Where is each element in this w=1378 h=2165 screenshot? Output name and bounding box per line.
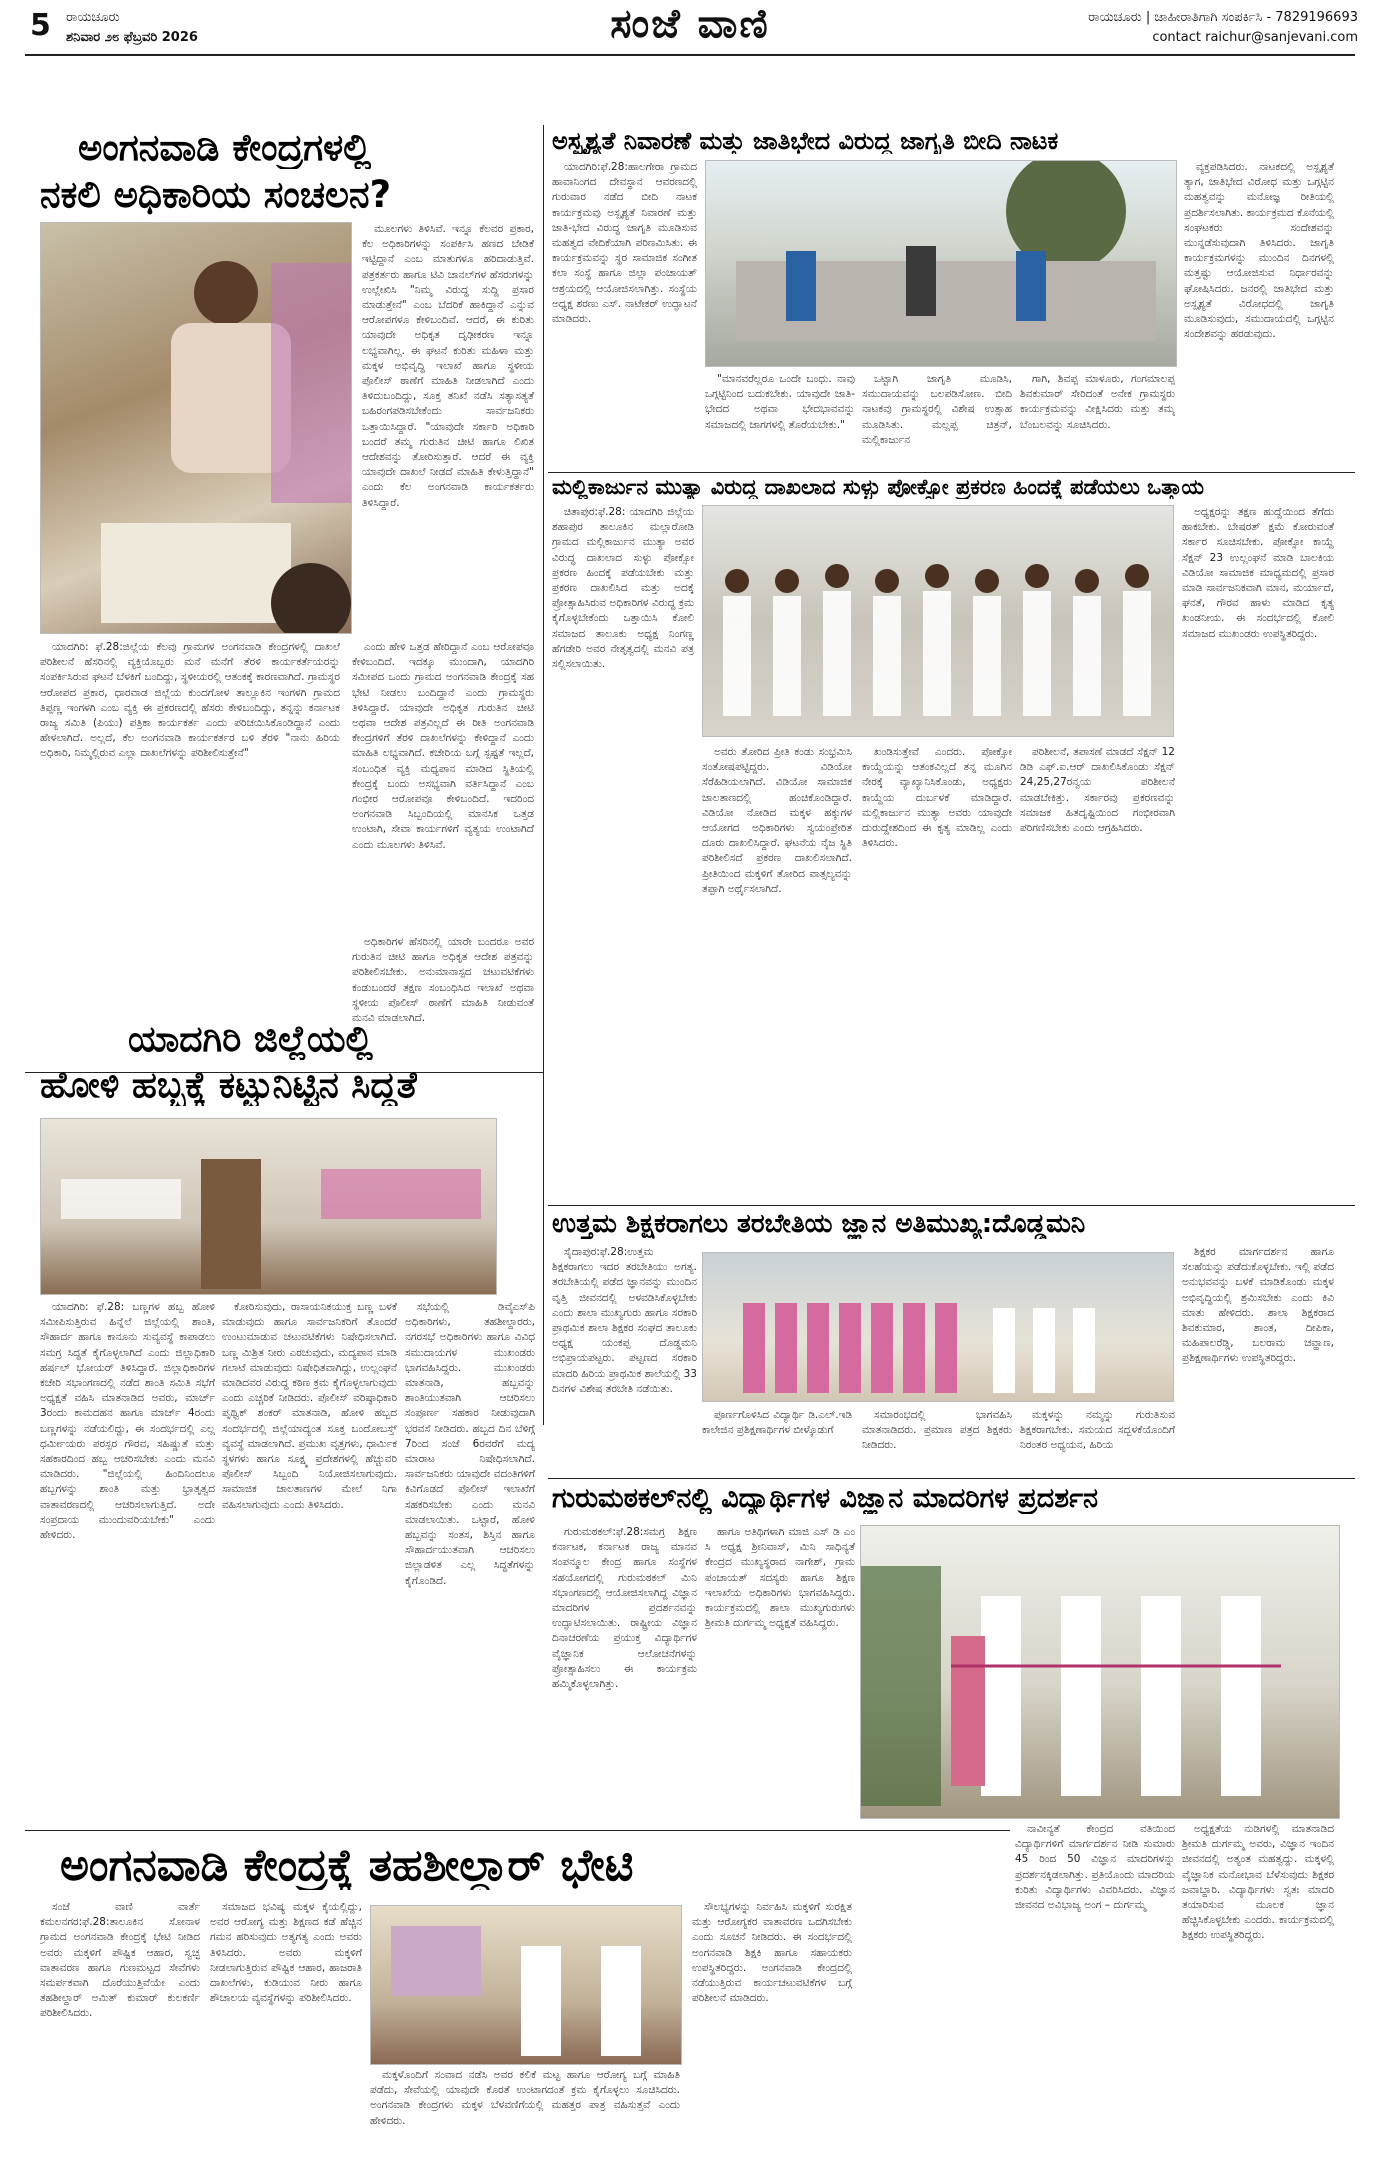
anganwadi-fake-body-cont: [352, 640, 534, 930]
contact-email: contact raichur@sanjevani.com: [1152, 30, 1358, 45]
tahsildar-col-2: [210, 1900, 362, 2140]
teacher-col-1: [552, 1245, 697, 1475]
teacher-text-2: ಪೂರ್ಣಗೊಳಿಸಿದ ವಿದ್ಯಾರ್ಥಿ ಡಿ.ಎಲ್.ಇಡಿ ಕಾಲೇಜಿನ ಪ್ರಶಿಕ್ಷಣಾರ್ಥಿಗಳ ಬೀಳ್ಕೊಡುಗೆ: [702, 1409, 852, 1437]
mallikarjun-photo: [702, 505, 1174, 737]
untouchability-col-4: [1020, 372, 1175, 470]
science-col-4: [1182, 1822, 1334, 2142]
mallikarjun-text-4: ಪರಿಶೀಲನೆ, ತಪಾಸಣೆ ಮಾಡದೆ ಸೆಕ್ಷನ್ 12 ಡಿಡಿ ಎಫ್.ಐ.ಆರ್ ದಾಖಲಿಸಿಕೊಂಡು ಸೆಕ್ಷನ್ 24,25,27ರನ್ವಯ ಪರಿಶೀಲನೆ ಮಾಡಬೇಕಿತ್ತು. ಸರ್ಕಾರವು ಪ್ರಕರಣವನ್ನು ಸಮಾಜಕ ಹಿತದೃಷ್ಟಿಯಿಂದ ಗಂಭೀರವಾಗಿ ಪರಿಗಣಿಸಬೇಕು ಎಂದು ಆಗ್ರಹಿಸಿದರು.: [1020, 746, 1175, 835]
photo-people-illustration: [41, 223, 351, 633]
tahsildar-top-rule: [25, 1830, 1010, 1831]
mallikarjun-headline: ಮಲ್ಲಿಕಾರ್ಜುನ ಮುತ್ಯಾ ವಿರುದ್ಧ ದಾಖಲಾದ ಸುಳ್ಳು ಪೋಕ್ಸೋ ಪ್ರಕರಣ ಹಿಂದಕ್ಕೆ ಪಡೆಯಲು ಒತ್ತಾಯ: [552, 476, 1205, 499]
untouchability-col-1: [552, 160, 697, 470]
ad-contact: ರಾಯಚೂರು | ಜಾಹೀರಾತಿಗಾಗಿ ಸಂಪರ್ಕಿಸಿ - 7829196693: [1088, 10, 1358, 25]
tahsildar-headline: ಅಂಗನವಾಡಿ ಕೇಂದ್ರಕ್ಕೆ ತಹಶೀಲ್ದಾರ್ ಭೇಟಿ: [60, 1842, 634, 1891]
masthead: [560, 0, 820, 47]
science-col-2: [705, 1525, 855, 1825]
mallikarjun-text-1: ಚಿತಾಪುರ:ಫೆ.28: ಯಾದಗಿರಿ ಜಿಲ್ಲೆಯ ಶಹಾಪುರ ತಾಲೂಕಿನ ಮಲ್ಲಾರೋಡಿ ಗ್ರಾಮದ ಮಲ್ಲಿಕಾರ್ಜುನ ಮುತ್ಯಾ ಅವರ ವಿರುದ್ಧ ದಾಖಲಾದ ಸುಳ್ಳು ಪೋಕ್ಸೋ ಪ್ರಕರಣ ಹಿಂದಕ್ಕೆ ಪಡೆಯಬೇಕು ಮತ್ತು ಪ್ರಕರಣ ದಾಖಲಿಸಿದ ಮತ್ತು ಅದಕ್ಕೆ ಪ್ರೋತ್ಸಾಹಿಸಿರುವ ಅಧಿಕಾರಿಗಳ ವಿರುದ್ಧ ಕ್ರಮ ಕೈಗೊಳ್ಳಬೇಕೆಂದು ಒತ್ತಾಯಿಸಿ ಕೋಲಿ ಸಮಾಜದ ತಾಲೂಕು ಅಧ್ಯಕ್ಷ ನಿಂಗಣ್ಣ ಹೆಗಡೇರಿ ಅವರ ನೇತೃತ್ವದಲ್ಲಿ ಮನವಿ ಪತ್ರ ಸಲ್ಲಿಸಲಾಯಿತು.: [552, 506, 694, 671]
untouchability-text-2: "ಮಾನವರೆಲ್ಲರೂ ಒಂದೇ ಬಂಧು. ನಾವು ಒಗ್ಗಟ್ಟಿನಿಂದ ಬದುಕಬೇಕು. ಯಾವುದೇ ಜಾತಿ-ಭೇದದ ಅಥವಾ ಭೇದಭಾವವನ್ನು ಸಮಾಜದಲ್ಲಿ ಜಾಗಗಳಲ್ಲಿ ತೊರೆಯಬೇಕು.": [705, 373, 855, 431]
untouchability-text-1: ಯಾದಗಿರಿ:ಫೆ.28:ಹಾಲಗೇರಾ ಗ್ರಾಮದ ಹಾವಾನಿಂಗದ ದೇವಸ್ಥಾನ ಆವರಣದಲ್ಲಿ ಗುರುವಾರ ನಡೆದ ಬೀದಿ ನಾಟಕ ಕಾರ್ಯಕ್ರಮವು ಅಸ್ಪೃಶ್ಯತೆ ನಿವಾರಣೆ ಮತ್ತು ಜಾತಿ-ಭೇದ ವಿರುದ್ಧ ಜಾಗೃತಿ ಮೂಡಿಸುವ ಮಹತ್ವದ ವೇದಿಕೆಯಾಗಿ ಪರಿಣಮಿಸಿತು. ಈ ಕಾರ್ಯಕ್ರಮವನ್ನು ಸ್ಥರ ಸಾಮಾಜಿಕ ಸಂಗೀತ ಕಲಾ ಸಂಸ್ಥೆ ಹಾಗೂ ಜಿಲ್ಲಾ ಪಂಚಾಯತ್ ಆಶ್ರಯದಲ್ಲಿ ಆಯೋಜಿಸಲಾಗಿತ್ತು. ಸಂಸ್ಥೆಯ ಅಧ್ಯಕ್ಷ ಶರಣು ಎಸ್. ನಾಟೇಕರ್ ಉದ್ಘಾಟನೆ ಮಾಡಿದರು.: [552, 161, 697, 326]
teacher-col-3: [862, 1408, 1012, 1476]
science-top-rule: [548, 1478, 1355, 1479]
holi-meeting-photo: [40, 1118, 497, 1295]
science-text-2: ಹಾಗೂ ಅತಿಥಿಗಳಾಗಿ ಮಾಜಿ ಎಸ್ ಡಿ ಎಂ ಸಿ ಅಧ್ಯಕ್ಷ ಶ್ರೀನಿವಾಸ್, ಮಿನಿ ಸಾಧಿನ್ಯತೆ ಕೇಂದ್ರದ ಮುಖ್ಯಸ್ಥರಾದ ನಾಗೇಶ್, ಗ್ರಾಮ ಪಂಚಾಯತ್ ಸದಸ್ಯರು ಹಾಗೂ ಶಿಕ್ಷಣ ಇಲಾಖೆಯ ಅಧಿಕಾರಿಗಳು ಭಾಗವಹಿಸಿದ್ದರು. ಕಾರ್ಯಕ್ರಮದಲ್ಲಿ ಶಾಲಾ ಮುಖ್ಯಗುರುಗಳು ಶ್ರೀಮತಿ ದುರ್ಗಮ್ಮ ಅಧ್ಯಕ್ಷತೆ ವಹಿಸಿದ್ದರು.: [705, 1526, 855, 1630]
teacher-text-5: ಶಿಕ್ಷಕರ ಮಾರ್ಗದರ್ಶನ ಹಾಗೂ ಸಲಹೆಯನ್ನು ಪಡೆದುಕೊಳ್ಳಬೇಕು. ಇಲ್ಲಿ ಪಡೆದ ಅನುಭವವನ್ನು ಬಳಕೆ ಮಾಡಿಕೊಂಡು ಮಕ್ಕಳ ಅಭಿವೃದ್ಧಿಯಲ್ಲಿ ಶ್ರಮಿಸಬೇಕು ಎಂದು ಕಿವಿ ಮಾತು ಹೇಳಿದರು. ಶಾಲಾ ಶಿಕ್ಷಕರಾದ ಶಿವಕುಮಾರ, ಶಾಂತ, ದೀಪಿಕಾ, ಮಹಿಪಾಲರೆಡ್ಡಿ, ಬಲರಾಮ ಚವ್ಹಾಣ, ಪ್ರಶಿಕ್ಷಣಾರ್ಥಿಗಳು ಉಪಸ್ಥಿತರಿದ್ದರು.: [1182, 1246, 1334, 1365]
science-col-1: [552, 1525, 697, 1825]
tahsildar-photo: [370, 1905, 682, 2065]
holi-text-3: ಸಭೆಯಲ್ಲಿ ಡಿವೈಎಸ್‌ಪಿ ಅಧಿಕಾರಿಗಳು, ತಹಶೀಲ್ದಾರರು, ನಗರಸಭೆ ಅಧಿಕಾರಿಗಳು ಹಾಗೂ ವಿವಿಧ ಸಮುದಾಯಗಳ ಮುಖಂಡರು ಭಾಗವಹಿಸಿದ್ದರು. ಮುಖಂಡರು ಮಾತನಾಡಿ, ಹಬ್ಬವನ್ನು ಶಾಂತಿಯುತವಾಗಿ ಆಚರಿಸಲು ಸಂಪೂರ್ಣ ಸಹಕಾರ ನೀಡುವುದಾಗಿ ಭರವಸೆ ನೀಡಿದರು. ಹಬ್ಬದ ದಿನ ಬೆಳಿಗ್ಗೆ 7ರಿಂದ ಸಂಜೆ 6ರವರೆಗೆ ಮದ್ಯ ಮಾರಾಟ ನಿಷೇಧಿಸಲಾಗಿದೆ. ಸಾರ್ವಜನಿಕರು ಯಾವುದೇ ವದಂತಿಗಳಿಗೆ ಕಿವಿಗೊಡದೆ ಪೊಲೀಸ್ ಇಲಾಖೆಗೆ ಸಹಕರಿಸಬೇಕು ಎಂದು ಮನವಿ ಮಾಡಲಾಯಿತು. ಒಟ್ಟಾರೆ, ಹೋಳಿ ಹಬ್ಬವನ್ನು ಸಂತಸ, ಶಿಸ್ತಿನ ಹಾಗೂ ಸೌಹಾರ್ದಯುತವಾಗಿ ಆಚರಿಸಲು ಜಿಲ್ಲಾಡಳಿತ ಎಲ್ಲ ಸಿದ್ಧತೆಗಳನ್ನು ಕೈಗೊಂಡಿದೆ.: [405, 1301, 535, 1587]
mallikarjun-col-3: [862, 745, 1012, 1235]
anganwadi-fake-text-3: ಎಂದು ಹೇಳಿ ಒತ್ತಡ ಹೇರಿದ್ದಾನೆ ಎಂಬ ಆರೋಪವೂ ಕೇಳಿಬಂದಿದೆ. ಇದಕ್ಕೂ ಮುಂದಾಗಿ, ಯಾದಗಿರಿ ಸಮೀಪದ ಒಂದು ಗ್ರಾಮದ ಅಂಗನವಾಡಿ ಕೇಂದ್ರಕ್ಕೆ ಸಹ ಭೇಟಿ ನೀಡಲು ಬಂದಿದ್ದಾನೆ ಎಂದು ಗ್ರಾಮಸ್ಥರು ತಿಳಿಸಿದ್ದಾರೆ. ಯಾವುದೇ ಅಧಿಕೃತ ಗುರುತಿನ ಚೀಟಿ ಅಥವಾ ಆದೇಶ ಪತ್ರವಿಲ್ಲದೆ ಈ ರೀತಿ ಅಂಗನವಾಡಿ ಕೇಂದ್ರಗಳಿಗೆ ತೆರಳಿ ದಾಖಲೆಗಳನ್ನು ಕೇಳಿದ್ದಾನೆ ಎಂದು ಮಾಹಿತಿ ಲಭ್ಯವಾಗಿದೆ. ಕಚೇರಿಯ ಬಗ್ಗೆ ಸ್ಪಷ್ಟತೆ ಇಲ್ಲದೆ, ಸಂಬಂಧಿತ ವ್ಯಕ್ತಿ ಮಧ್ಯಪಾನ ಮಾಡಿದ ಸ್ಥಿತಿಯಲ್ಲಿ ಕೇಂದ್ರಕ್ಕೆ ಬಂದು ಅಸಭ್ಯವಾಗಿ ವರ್ತಿಸಿದ್ದಾನೆ ಎಂಬ ಗಂಭೀರ ಆರೋಪವೂ ಕೇಳಿಬಂದಿದೆ. ಇದರಿಂದ ಅಂಗನವಾಡಿ ಸಿಬ್ಬಂದಿಯಲ್ಲಿ ಮಾನಸಿಕ ಒತ್ತಡ ಉಂಟಾಗಿ, ಸೇವಾ ಕಾರ್ಯಗಳಿಗೆ ವ್ಯತ್ಯಯ ಉಂಟಾಗಿದೆ ಎಂದು ಮೂಲಗಳು ತಿಳಿಸಿವೆ.: [352, 641, 534, 851]
page-number: 5: [30, 8, 51, 43]
anganwadi-fake-photo: [40, 222, 352, 634]
holi-col-2: [222, 1300, 397, 1825]
mallikarjun-col-4: [1020, 745, 1175, 1235]
holi-headline-1: ಯಾದಗಿರಿ ಜಿಲ್ಲೆಯಲ್ಲಿ: [128, 1020, 373, 1060]
untouchability-text-3: ಒಟ್ಟಾಗಿ ಜಾಗೃತಿ ಮೂಡಿಸಿ, ಸಮುದಾಯವನ್ನು ಬಲಪಡಿಸೋಣ. ಬೀದಿ ನಾಟಕವು ಗ್ರಾಮಸ್ಥರಲ್ಲಿ ವಿಶೇಷ ಉತ್ಸಾಹ ಮೂಡಿಸಿತು. ಮಲ್ಲಪ್ಪ ಚಿತ್ರನ್, ಮಲ್ಲಿಕಾರ್ಜುನ: [862, 373, 1012, 446]
holi-headline-2: ಹೋಳಿ ಹಬ್ಬಕ್ಕೆ ಕಟ್ಟುನಿಟ್ಟಿನ ಸಿದ್ಧತೆ: [40, 1066, 418, 1106]
anganwadi-fake-body-left: [40, 640, 340, 1065]
teacher-text-1: ಸೈದಾಪುರ:ಫೆ.28:ಉತ್ತಮ ಶಿಕ್ಷಕರಾಗಲು ಇದರ ತರಬೇತಿಯು ಅಗತ್ಯ. ತರಬೇತಿಯಲ್ಲಿ ಪಡೆದ ಜ್ಞಾನವನ್ನು ಮುಂದಿನ ವೃತ್ತಿ ಜೀವನದಲ್ಲಿ ಅಳವಡಿಸಿಕೊಳ್ಳಬೇಕು ಎಂದು ಶಾಲಾ ಮುಖ್ಯಗುರು ಹಾಗೂ ಸರಕಾರಿ ಪ್ರಾಥಮಿಕ ಶಾಲಾ ಶಿಕ್ಷಕರ ಸಂಘದ ತಾಲೂಕು ಅಧ್ಯಕ್ಷ ಯಂಕಪ್ಪ ದೊಡ್ಡಮನಿ ಅಭಿಪ್ರಾಯಪಟ್ಟರು. ಪಟ್ಟಣದ ಸರಕಾರಿ ಮಾದರಿ ಹಿರಿಯ ಪ್ರಾಥಮಿಕ ಶಾಲೆಯಲ್ಲಿ 33 ದಿನಗಳ ವಿಶೇಷ ತರಬೇತಿ ನಡೆಯಿತು.: [552, 1246, 697, 1395]
untouchability-col-3: [862, 372, 1012, 470]
anganwadi-fake-body-cont2: [352, 935, 534, 1065]
anganwadi-fake-body-right: [362, 222, 534, 632]
header-rule: [25, 54, 1355, 56]
teacher-text-3: ಸಮಾರಂಭದಲ್ಲಿ ಭಾಗವಹಿಸಿ ಮಾತನಾಡಿದರು. ಪ್ರಮಾಣ ಪತ್ರದ ಶಿಕ್ಷಕರು ನೀಡಿದರು.: [862, 1409, 1012, 1452]
teacher-top-rule: [548, 1205, 1355, 1206]
tahsildar-col-3: [692, 1900, 852, 2140]
ribbon-cutting-illustration: [861, 1526, 1339, 1818]
anganwadi-fake-text-2: ಯಾದಗಿರಿ: ಫೆ.28:ಜಿಲ್ಲೆಯ ಕೆಲವು ಗ್ರಾಮಗಳ ಅಂಗನವಾಡಿ ಕೇಂದ್ರಗಳಲ್ಲಿ ದಾಖಲೆ ಪರಿಶೀಲನೆ ಹೆಸರಿನಲ್ಲಿ ವ್ಯಕ್ತಿಯೊಬ್ಬರು ಮನೆ ಮನೆಗೆ ತೆರಳಿ ಕಾರ್ಯಕರ್ತೆಯರನ್ನು ಸಂಪರ್ಕಿಸಿರುವ ಘಟನೆ ಬೆಳಕಿಗೆ ಬಂದಿದ್ದು, ಸ್ಥಳೀಯರಲ್ಲಿ ಆತಂಕಕ್ಕೆ ಕಾರಣವಾಗಿದೆ. ಗ್ರಾಮಸ್ಥರ ಆರೋಪದ ಪ್ರಕಾರ, ಧಾರವಾಡ ಜಿಲ್ಲೆಯ ಕುಂದಗೋಳ ತಾಲ್ಲೂಕಿನ ಇಂಗಳಗಿ ಗ್ರಾಮದ ತಿಪ್ಪಣ್ಣ ಇಂಗಳಗಿ ಎಂಬ ವ್ಯಕ್ತಿ ಈ ಪ್ರಕರಣದಲ್ಲಿ ಹೆಸರು ಕೇಳಿಬಂದಿದ್ದು, ತನ್ನನ್ನು ಕರ್ನಾಟಕ ರಾಜ್ಯ ಸಮಿತಿ (ಪಿಯು) ಪತ್ರಿಕಾ ಕಾರ್ಯಕರ್ತ ಎಂದು ಪರಿಚಯಿಸಿಕೊಂಡಿದ್ದಾನೆ ಎಂದು ಹೇಳಲಾಗಿದೆ. ಅಲ್ಲದೆ, ಕೆಲ ಅಂಗನವಾಡಿ ಕಾರ್ಯಕರ್ತರ ಬಳಿ ತೆರಳಿ "ನಾನು ಹಿರಿಯ ಅಧಿಕಾರಿ, ನಿಮ್ಮಲ್ಲಿರುವ ಎಲ್ಲಾ ದಾಖಲೆಗಳನ್ನು ಪರಿಶೀಲಿಸುತ್ತೇನೆ": [40, 641, 340, 760]
holi-col-3: [405, 1300, 535, 1825]
mallikarjun-text-3: ಖಂಡಿಸುತ್ತೇವೆ ಎಂದರು. ಪೋಕ್ಸೋ ಕಾಯ್ದೆಯನ್ನು ಆತಂಕವಿಲ್ಲದೆ ತನ್ನ ಮೂಗಿನ ನೇರಕ್ಕೆ ವ್ಯಾಖ್ಯಾನಿಸಿಕೊಂಡು, ಅಧ್ಯಕ್ಷರು ಕಾಯ್ದೆಯ ದುರ್ಬಳಕೆ ಮಾಡಿದ್ದಾರೆ. ಮಲ್ಲಿಕಾರ್ಜುನ ಮುತ್ಯಾ ಅವರು ಯಾವುದೇ ದುರುದ್ದೇಶದಿಂದ ಈ ಕೃತ್ಯ ಮಾಡಿಲ್ಲ ಎಂದು ತಿಳಿಸಿದರು.: [862, 746, 1012, 850]
untouchability-text-5: ವ್ಯಕ್ತಪಡಿಸಿದರು. ನಾಟಕದಲ್ಲಿ ಅಸ್ಪೃಶ್ಯತೆ ತ್ಯಾಗ, ಜಾತಿಭೇದ ವಿರೋಧ ಮತ್ತು ಒಗ್ಗಟ್ಟಿನ ಮಹತ್ವವನ್ನು ಮನೋಜ್ಞ ರೀತಿಯಲ್ಲಿ ಪ್ರದರ್ಶಿಸಲಾಗಿತು. ಕಾರ್ಯಕ್ರಮದ ಕೊನೆಯಲ್ಲಿ ಸಂಘಟಕರು ಸಂದೇಶವನ್ನು ಮುನ್ನಡೆಸುವುದಾಗಿ ತಿಳಿಸಿದರು. ಜಾಗೃತಿ ಕಾರ್ಯಕ್ರಮಗಳನ್ನು ಮುಂದಿನ ದಿನಗಳಲ್ಲಿ ಮತ್ತಷ್ಟು ಆಯೋಜಿಸುವ ನಿರ್ಧಾರವನ್ನು ಘೋಷಿಸಿದರು. ಜನರಲ್ಲಿ ಜಾತಿಭೇದ ಮತ್ತು ಅಸ್ಪೃಶ್ಯತೆ ವಿರೋಧದಲ್ಲಿ ಜಾಗೃತಿ ಮೂಡಿಸುವುದು, ಸಮುದಾಯದಲ್ಲಿ ಒಗ್ಗಟ್ಟಿನ ಸಂದೇಶವನ್ನು ಹರಡುವುದು.: [1184, 161, 1334, 341]
group-illustration: [703, 506, 1173, 736]
untouchability-headline: ಅಸ್ಪೃಶ್ಯತೆ ನಿವಾರಣೆ ಮತ್ತು ಜಾತಿಭೇದ ವಿರುದ್ಧ ಜಾಗೃತಿ ಬೀದಿ ನಾಟಕ: [552, 128, 1059, 155]
teacher-headline: ಉತ್ತಮ ಶಿಕ್ಷಕರಾಗಲು ತರಬೇತಿಯ ಜ್ಞಾನ ಅತಿಮುಖ್ಯ:ದೊಡ್ಡಮನಿ: [552, 1210, 1086, 1239]
district-label: ರಾಯಚೂರು: [66, 10, 120, 25]
untouchability-col-5: [1184, 160, 1334, 470]
science-text-4: ಅಧ್ಯಕ್ಷತೆಯ ನುಡಿಗಳಲ್ಲಿ ಮಾತನಾಡಿದ ಶ್ರೀಮತಿ ದುರ್ಗಮ್ಮ ಅವರು, ವಿಜ್ಞಾನ ಇಂದಿನ ಜೀವನದಲ್ಲಿ ಅತ್ಯಂತ ಮಹತ್ವದ್ದು. ಮಕ್ಕಳಲ್ಲಿ ವೈಜ್ಞಾನಿಕ ಮನೋಭಾವ ಬೆಳೆಸುವುದು ಶಿಕ್ಷಕರ ಜವಾಬ್ದಾರಿ. ವಿದ್ಯಾರ್ಥಿಗಳು ಸ್ವತಃ ಮಾದರಿ ತಯಾರಿಸುವ ಮೂಲಕ ಜ್ಞಾನ ಹೆಚ್ಚಿಸಿಕೊಳ್ಳಬೇಕು ಎಂದರು. ಕಾರ್ಯಕ್ರಮದಲ್ಲಿ ಶಿಕ್ಷಕರು ಉಪಸ್ಥಿತರಿದ್ದರು.: [1182, 1823, 1334, 1942]
science-col-3: [1015, 1822, 1175, 1992]
tahsildar-text-3: ಸೌಲಭ್ಯಗಳನ್ನು ನಿರ್ವಹಿಸಿ ಮಕ್ಕಳಿಗೆ ಸುರಕ್ಷಿತ ಮತ್ತು ಆರೋಗ್ಯಕರ ವಾತಾವರಣ ಒದಗಿಸಬೇಕು ಎಂದು ಸೂಚನೆ ನೀಡಿದರು. ಈ ಸಂದರ್ಭದಲ್ಲಿ ಅಂಗನವಾಡಿ ಶಿಕ್ಷಕಿ ಹಾಗೂ ಸಹಾಯಕರು ಉಪಸ್ಥಿತರಿದ್ದರು. ಅಂಗನವಾಡಿ ಕೇಂದ್ರದಲ್ಲಿ ನಡೆಯುತ್ತಿರುವ ಕಾರ್ಯಚಟುವಟಿಕೆಗಳ ಬಗ್ಗೆ ಪರಿಶೀಲನೆ ಮಾಡಿದರು.: [692, 1901, 852, 2005]
issue-date: ಶನಿವಾರ ೨೮ ಫೆಬ್ರವರಿ 2026: [66, 30, 198, 45]
teacher-col-2: [702, 1408, 852, 1476]
anganwadi-visit-illustration: [371, 1906, 681, 2064]
science-text-3: ನಾವೀನ್ಯತೆ ಕೇಂದ್ರದ ವತಿಯಿಂದ ವಿದ್ಯಾರ್ಥಿಗಳಿಗೆ ಮಾರ್ಗದರ್ಶನ ನೀಡಿ ಸುಮಾರು 45 ರಿಂದ 50 ವಿಜ್ಞಾನ ಮಾದರಿಗಳನ್ನು ಪ್ರದರ್ಶನಕ್ಕಿಡಲಾಗಿತ್ತು. ಪ್ರತಿಯೊಂದು ಮಾದರಿಯ ಕುರಿತು ವಿದ್ಯಾರ್ಥಿಗಳು ವಿವರಿಸಿದರು. ವಿಜ್ಞಾನ ಜೀವನದ ಅವಿಭಾಜ್ಯ ಅಂಗ – ದುರ್ಗಮ್ಮ: [1015, 1823, 1175, 1912]
science-photo: [860, 1525, 1340, 1819]
holi-col-1: [40, 1300, 215, 1825]
science-text-1: ಗುರುಮಠಕಲ್:ಫೆ.28:ಸಮಗ್ರ ಶಿಕ್ಷಣ ಕರ್ನಾಟಕ, ಕರ್ನಾಟಕ ರಾಜ್ಯ ಮಾನವ ಸಂಪನ್ಮೂಲ ಕೇಂದ್ರ ಹಾಗೂ ಸಂಸ್ಥೆಗಳ ಸಹಯೋಗದಲ್ಲಿ ಗುರುಮಠಕಲ್ ಮಿನಿ ಸಭಾಂಗಣದಲ್ಲಿ ಆಯೋಜಿಸಲಾಗಿದ್ದ ವಿಜ್ಞಾನ ಮಾದರಿಗಳ ಪ್ರದರ್ಶನವನ್ನು ಉದ್ಘಾಟಿಸಲಾಯಿತು. ರಾಷ್ಟ್ರೀಯ ವಿಜ್ಞಾನ ದಿನಾಚರಣೆಯ ಪ್ರಯುಕ್ತ ವಿದ್ಯಾರ್ಥಿಗಳ ವೈಜ್ಞಾನಿಕ ಆಲೋಚನೆಗಳನ್ನು ಪ್ರೋತ್ಸಾಹಿಸಲು ಈ ಕಾರ್ಯಕ್ರಮ ಹಮ್ಮಿಕೊಳ್ಳಲಾಗಿತ್ತು.: [552, 1526, 697, 1691]
untouchability-col-2: [705, 372, 855, 470]
tahsildar-col-1: [40, 1900, 200, 2140]
untouchability-photo: [705, 160, 1177, 367]
meeting-table-illustration: [41, 1119, 496, 1294]
anganwadi-fake-headline-1: ಅಂಗನವಾಡಿ ಕೇಂದ್ರಗಳಲ್ಲಿ: [78, 128, 372, 169]
tahsildar-text-4: ಮಕ್ಕಳೊಂದಿಗೆ ಸಂವಾದ ನಡೆಸಿ ಅವರ ಕಲಿಕೆ ಮಟ್ಟ ಹಾಗೂ ಆರೋಗ್ಯ ಬಗ್ಗೆ ಮಾಹಿತಿ ಪಡೆದು, ಸೇವೆಯಲ್ಲಿ ಯಾವುದೇ ಕೊರತೆ ಉಂಟಾಗದಂತೆ ಕ್ರಮ ಕೈಗೊಳ್ಳಲು ಸೂಚಿಸಿದರು. ಅಂಗನವಾಡಿ ಕೇಂದ್ರಗಳು ಮಕ್ಕಳ ಬೆಳವಣಿಗೆಯಲ್ಲಿ ಮಹತ್ತರ ಪಾತ್ರ ವಹಿಸುತ್ತವೆ ಎಂದು ಹೇಳಿದರು.: [370, 2069, 680, 2127]
masthead-title: ಸಂಜೆ ವಾಣಿ: [610, 0, 770, 47]
teachers-group-illustration: [703, 1253, 1173, 1401]
mallikarjun-text-2: ಅವರು ತೋರಿದ ಪ್ರೀತಿ ಕಂಡು ಸಂಭ್ರಮಿಸಿ ಸಂತೋಷಪಟ್ಟಿದ್ದರು. ವಿಡಿಯೋ ಸೆರೆಹಿಡಿಯಲಾಗಿದೆ. ವಿಡಿಯೋ ಸಾಮಾಜಿಕ ಜಾಲತಾಣದಲ್ಲಿ ಹಂಚಿಕೊಂಡಿದ್ದಾರೆ. ವಿಡಿಯೋ ನೋಡಿದ ಮಕ್ಕಳ ಹಕ್ಕುಗಳ ಆಯೋಗದ ಅಧಿಕಾರಿಗಳು ಸ್ವಯಂಪ್ರೇರಿತ ದೂರು ದಾಖಲಿಸಿದ್ದಾರೆ. ಘಟನೆಯ ನೈಜ ಸ್ಥಿತಿ ಪರಿಶೀಲಿಸದೆ ಪ್ರಕರಣ ದಾಖಲಿಸಲಾಗಿದೆ. ಪ್ರೀತಿಯಿಂದ ಮಕ್ಕಳಿಗೆ ತೋರಿದ ವಾತ್ಸಲ್ಯವನ್ನು ತಪ್ಪಾಗಿ ಅರ್ಥೈಸಲಾಗಿದೆ.: [702, 746, 852, 895]
tahsildar-col-4: [370, 2068, 680, 2140]
anganwadi-fake-text-4: ಅಧಿಕಾರಿಗಳ ಹೆಸರಿನಲ್ಲಿ ಯಾರೇ ಬಂದರೂ ಅವರ ಗುರುತಿನ ಚೀಟಿ ಹಾಗೂ ಅಧಿಕೃತ ಆದೇಶ ಪತ್ರವನ್ನು ಪರಿಶೀಲಿಸಬೇಕು. ಅನುಮಾನಾಸ್ಪದ ಚಟುವಟಿಕೆಗಳು ಕಂಡುಬಂದರೆ ತಕ್ಷಣ ಸಂಬಂಧಿಸಿದ ಇಲಾಖೆ ಅಥವಾ ಸ್ಥಳೀಯ ಪೊಲೀಸ್ ಠಾಣೆಗೆ ಮಾಹಿತಿ ನೀಡುವಂತೆ ಮನವಿ ಮಾಡಲಾಗಿದೆ.: [352, 936, 534, 1025]
tahsildar-text-1: ಸಂಜೆ ವಾಣಿ ವಾರ್ತೆ ಕಮಲನಗರ:ಫೆ.28:ತಾಲೂಕಿನ ಸೋನಾಳ ಗ್ರಾಮದ ಅಂಗನವಾಡಿ ಕೇಂದ್ರಕ್ಕೆ ಭೇಟಿ ನೀಡಿದ ಅವರು ಮಕ್ಕಳಿಗೆ ಪೌಷ್ಟಿಕ ಆಹಾರ, ಸ್ವಚ್ಛ ವಾತಾವರಣ ಹಾಗೂ ಗುಣಮಟ್ಟದ ಸೇವೆಗಳು ಸಮರ್ಪಕವಾಗಿ ದೊರೆಯುತ್ತಿವೆಯೇ ಎಂದು ತಹಶೀಲ್ದಾರ್ ಅಮಿತ್ ಕುಮಾರ್ ಕುಲಕರ್ಣಿ ಪರಿಶೀಲಿಸಿದರು.: [40, 1901, 200, 2020]
teacher-text-4: ಮಕ್ಕಳನ್ನು ನಮ್ಮನ್ನು ಗುರುತಿಸುವ ಶಿಕ್ಷಕರಾಗಬೇಕು. ಸಮಯದ ಸದ್ಬಳಕೆಯೊಂದಿಗೆ ನಿರಂತರ ಅಧ್ಯಯನ, ಹಿರಿಯ: [1020, 1409, 1175, 1452]
column-divider: [543, 125, 544, 1425]
teacher-col-4: [1020, 1408, 1175, 1476]
tahsildar-text-2: ಸಮಾಜದ ಭವಿಷ್ಯ ಮಕ್ಕಳ ಕೈಯಲ್ಲಿದ್ದು, ಅವರ ಆರೋಗ್ಯ ಮತ್ತು ಶಿಕ್ಷಣದ ಕಡೆ ಹೆಚ್ಚಿನ ಗಮನ ಹರಿಸುವುದು ಅತ್ಯಗತ್ಯ ಎಂದು ಅವರು ತಿಳಿಸಿದರು. ಅವರು ಮಕ್ಕಳಿಗೆ ನೀಡಲಾಗುತ್ತಿರುವ ಪೌಷ್ಟಿಕ ಆಹಾರ, ಹಾಜರಾತಿ ದಾಖಲೆಗಳು, ಕುಡಿಯುವ ನೀರು ಹಾಗೂ ಶೌಚಾಲಯ ವ್ಯವಸ್ಥೆಗಳನ್ನು ಪರಿಶೀಲಿಸಿದರು.: [210, 1901, 362, 2005]
street-play-illustration: [706, 161, 1176, 366]
anganwadi-fake-headline-2: ನಕಲಿ ಅಧಿಕಾರಿಯ ಸಂಚಲನ?: [40, 175, 392, 216]
mallikarjun-col-1: [552, 505, 694, 1235]
teacher-photo: [702, 1252, 1174, 1402]
holi-text-2: ಕೋರಿಸುವುದು, ರಾಸಾಯನಿಕಯುಕ್ತ ಬಣ್ಣ ಬಳಕೆ ಮಾಡುವುದು ಹಾಗೂ ಸಾರ್ವಜನಿಕರಿಗೆ ತೊಂದರೆ ಉಂಟುಮಾಡುವ ಚಟುವಟಿಕೆಗಳು ನಿಷೇಧಿಸಲಾಗಿದೆ. ಬಣ್ಣ ಮಿಶ್ರಿತ ನೀರು ಎರಚುವುದು, ಮದ್ಯಪಾನ ಮಾಡಿ ಗಲಾಟೆ ಮಾಡುವುದು ನಿಷೇಧಿತವಾಗಿದ್ದು, ಉಲ್ಲಂಘನೆ ಮಾಡಿದವರ ವಿರುದ್ಧ ಕಠಿಣ ಕ್ರಮ ಕೈಗೊಳ್ಳಲಾಗುವುದು ಎಂದು ಎಚ್ಚರಿಕೆ ನೀಡಿದರು. ಪೊಲೀಸ್ ವರಿಷ್ಠಾಧಿಕಾರಿ ಪೃಥ್ವಿಕ್ ಶಂಕರ್ ಮಾತನಾಡಿ, ಹೋಳಿ ಹಬ್ಬದ ಸಂದರ್ಭದಲ್ಲಿ ಜಿಲ್ಲೆಯಾದ್ಯಂತ ಸೂಕ್ತ ಬಂದೋಬಸ್ತ್ ವ್ಯವಸ್ಥೆ ಮಾಡಲಾಗಿದೆ. ಪ್ರಮುಖ ವೃತ್ತಗಳು, ಧಾರ್ಮಿಕ ಸ್ಥಳಗಳು ಹಾಗೂ ಸೂಕ್ಷ್ಮ ಪ್ರದೇಶಗಳಲ್ಲಿ ಹೆಚ್ಚುವರಿ ಪೊಲೀಸ್ ಸಿಬ್ಬಂದಿ ನಿಯೋಜಿಸಲಾಗುವುದು. ಸಾಮಾಜಿಕ ಜಾಲತಾಣಗಳ ಮೇಲೆ ನಿಗಾ ವಹಿಸಲಾಗುವುದು ಎಂದು ತಿಳಿಸಿದರು.: [222, 1301, 397, 1511]
holi-text-1: ಯಾದಗಿರಿ: ಫೆ.28: ಬಣ್ಣಗಳ ಹಬ್ಬ ಹೋಳಿ ಸಮೀಪಿಸುತ್ತಿರುವ ಹಿನ್ನೆಲೆ ಜಿಲ್ಲೆಯಲ್ಲಿ ಶಾಂತಿ, ಸೌಹಾರ್ದ ಹಾಗೂ ಕಾನೂನು ಸುವ್ಯವಸ್ಥೆ ಕಾಪಾಡಲು ಸಮಗ್ರ ಸಿದ್ಧತೆ ಕೈಗೊಳ್ಳಲಾಗಿದೆ ಎಂದು ಜಿಲ್ಲಾಧಿಕಾರಿ ಹರ್ಷಲ್ ಭೋಯರ್ ತಿಳಿಸಿದ್ದಾರೆ. ಜಿಲ್ಲಾಧಿಕಾರಿಗಳ ಕಚೇರಿ ಸಭಾಂಗಣದಲ್ಲಿ ನಡೆದ ಶಾಂತಿ ಸಮಿತಿ ಸಭೆಗೆ ಅಧ್ಯಕ್ಷತೆ ವಹಿಸಿ ಮಾತನಾಡಿದ ಅವರು, ಮಾರ್ಚ್ 3ರಂದು ಕಾಮದಹನ ಹಾಗೂ ಮಾರ್ಚ್ 4ರಂದು ಬಣ್ಣಗಳನ್ನು ನಡೆಯಲಿದ್ದು, ಈ ಸಂದರ್ಭದಲ್ಲಿ ಎಲ್ಲ ಧರ್ಮೀಯರು ಪರಸ್ಪರ ಗೌರವ, ಸಹಿಷ್ಣುತೆ ಮತ್ತು ಸಹಕಾರದಿಂದ ಹಬ್ಬ ಆಚರಿಸಬೇಕು ಎಂದು ಮನವಿ ಮಾಡಿದರು. "ಜಿಲ್ಲೆಯಲ್ಲಿ ಹಿಂದಿನಿಂದಲೂ ಹಬ್ಬಗಳನ್ನು ಶಾಂತಿ ಮತ್ತು ಭ್ರಾತೃತ್ವದ ವಾತಾವರಣದಲ್ಲಿ ಆಚರಿಸಲಾಗುತ್ತಿದೆ. ಅದೇ ಸಂಪ್ರದಾಯ ಮುಂದುವರಿಯಬೇಕು" ಎಂದು ಹೇಳಿದರು.: [40, 1301, 215, 1542]
anganwadi-fake-text-1: ಮೂಲಗಳು ತಿಳಿಸಿವೆ. ಇನ್ನೂ ಕೆಲವರ ಪ್ರಕಾರ, ಕೆಲ ಅಧಿಕಾರಿಗಳನ್ನು ಸಂಪರ್ಕಿಸಿ ಹಣದ ಬೇಡಿಕೆ ಇಟ್ಟಿದ್ದಾನೆ ಎಂಬ ಮಾತುಗಳೂ ಹರಿದಾಡುತ್ತಿವೆ. ಪತ್ರಕರ್ತರು ಹಾಗೂ ಟಿವಿ ಚಾನಲ್‌ಗಳ ಹೆಸರುಗಳನ್ನು ಉಲ್ಲೇಖಿಸಿ "ನಿಮ್ಮ ವಿರುದ್ಧ ಸುದ್ದಿ ಪ್ರಸಾರ ಮಾಡುತ್ತೇನೆ" ಎಂಬ ಬೆದರಿಕೆ ಹಾಕಿದ್ದಾನೆ ಎನ್ನುವ ಆರೋಪಗಳೂ ಕೇಳಿಬಂದಿವೆ. ಆದರೆ, ಈ ಕುರಿತು ಯಾವುದೇ ಅಧಿಕೃತ ದೃಢೀಕರಣ ಇನ್ನೂ ಲಭ್ಯವಾಗಿಲ್ಲ. ಈ ಘಟನೆ ಕುರಿತು ಮಹಿಳಾ ಮತ್ತು ಮಕ್ಕಳ ಅಭಿವೃದ್ಧಿ ಇಲಾಖೆ ಹಾಗೂ ಸ್ಥಳೀಯ ಪೊಲೀಸ್ ಠಾಣೆಗೆ ಮಾಹಿತಿ ನೀಡಲಾಗಿದೆ ಎಂದು ತಿಳಿದುಬಂದಿದ್ದು, ಸೂಕ್ತ ತನಿಖೆ ನಡೆಸಿ ಸತ್ಯಾಸತ್ಯತೆ ಬಹಿರಂಗಪಡಿಸಬೇಕೆಂದು ಸಾರ್ವಜನಿಕರು ಒತ್ತಾಯಿಸಿದ್ದಾರೆ. "ಯಾವುದೇ ಸರ್ಕಾರಿ ಅಧಿಕಾರಿ ಬಂದರೆ ತಮ್ಮ ಗುರುತಿನ ಚೀಟಿ ಹಾಗೂ ಲಿಖಿತ ಆದೇಶವನ್ನು ತೋರಿಸುತ್ತಾರೆ. ಆದರೆ ಈ ವ್ಯಕ್ತಿ ಯಾವುದೇ ದಾಖಲೆ ನೀಡದೆ ಮಾಹಿತಿ ಕೇಳುತ್ತಿದ್ದಾನೆ" ಎಂದು ಕೆಲ ಅಂಗನವಾಡಿ ಕಾರ್ಯಕರ್ತರು ತಿಳಿಸಿದ್ದಾರೆ.: [362, 223, 534, 509]
untouchability-text-4: ಗಾಗಿ, ಶಿವಪ್ಪ ಮಾಳೂರು, ಗಂಗಮಾಲಪ್ಪ ಶಿವಕುಮಾರ್ ಸೇರಿದಂತೆ ಅನೇಕ ಗ್ರಾಮಸ್ಥರು ಕಾರ್ಯಕ್ರಮವನ್ನು ವೀಕ್ಷಿಸಿದರು ಮತ್ತು ತಮ್ಮ ಬೆಂಬಲವನ್ನು ಸೂಚಿಸಿದರು.: [1020, 373, 1175, 431]
mallikarjun-top-rule: [548, 472, 1355, 473]
mallikarjun-text-5: ಅಧ್ಯಕ್ಷರನ್ನು ತಕ್ಷಣ ಹುದ್ದೆಯಿಂದ ತೆಗೆದು ಹಾಕಬೇಕು. ಬೇಷರತ್ ಕ್ಷಮೆ ಕೋರುವಂತೆ ಸರ್ಕಾರ ಸೂಚಿಸಬೇಕು. ಪೋಕ್ಸೋ ಕಾಯ್ದೆ ಸೆಕ್ಷನ್ 23 ಉಲ್ಲಂಘನೆ ಮಾಡಿ ಬಾಲಕಿಯ ವಿಡಿಯೋ ಸಾಮಾಜಿಕ ಮಾಧ್ಯಮದಲ್ಲಿ ಪ್ರಸಾರ ಮಾಡಿ ಸಾರ್ವಜನಿಕವಾಗಿ ಮಾನ, ಮರ್ಯಾದೆ, ಘನತೆ, ಗೌರವ ಹಾಳು ಮಾಡಿದ ಕೃತ್ಯ ಖಂಡನೀಯ. ಈ ಸಂದರ್ಭದಲ್ಲಿ ಕೋಲಿ ಸಮಾಜದ ಮುಖಂಡರು ಉಪಸ್ಥಿತರಿದ್ದರು.: [1182, 506, 1334, 640]
science-headline: ಗುರುಮಠಕಲ್‌ನಲ್ಲಿ ವಿದ್ಯಾರ್ಥಿಗಳ ವಿಜ್ಞಾನ ಮಾದರಿಗಳ ಪ್ರದರ್ಶನ: [552, 1484, 1099, 1514]
mallikarjun-col-2: [702, 745, 852, 1235]
mallikarjun-col-5: [1182, 505, 1334, 1235]
